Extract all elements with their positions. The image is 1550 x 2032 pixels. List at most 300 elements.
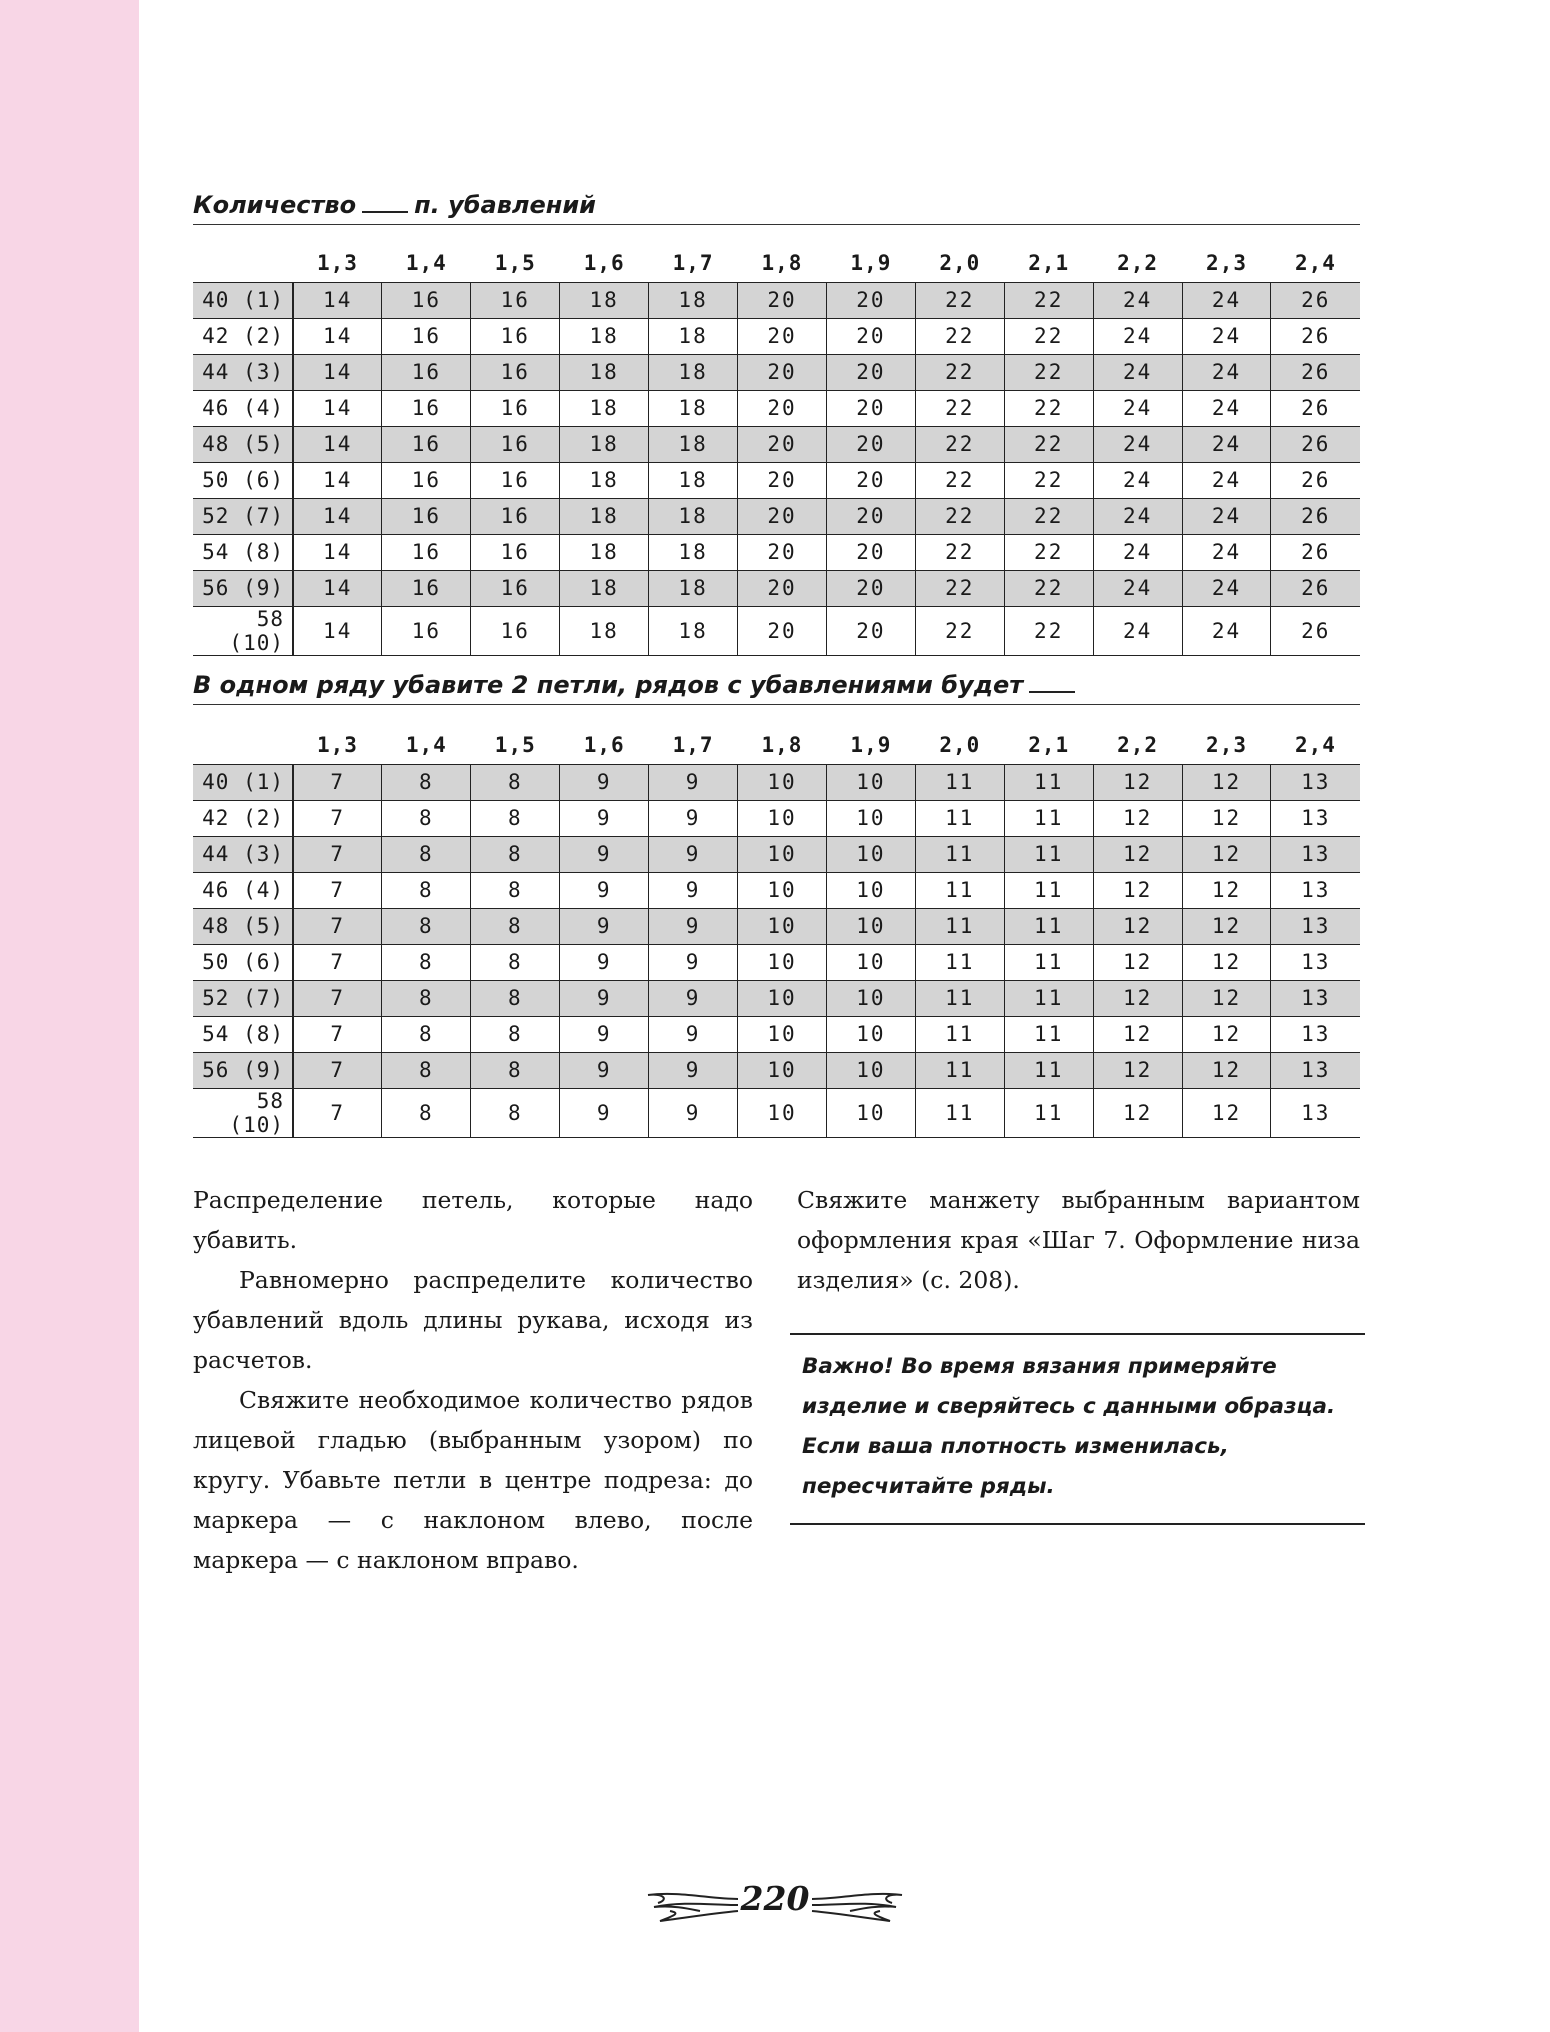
table-cell: 22 (915, 462, 1004, 498)
table-cell: 7 (293, 1016, 382, 1052)
table-cell: 22 (915, 498, 1004, 534)
pink-margin-bar (0, 0, 139, 2032)
table-cell: 22 (1004, 462, 1093, 498)
table-cell: 16 (382, 354, 471, 390)
table-cell: 26 (1271, 282, 1360, 318)
row-header-size: 44 (3) (193, 354, 293, 390)
table-cell: 16 (382, 462, 471, 498)
table-cell: 18 (649, 318, 738, 354)
table-cell: 8 (471, 1052, 560, 1088)
table-cell: 9 (560, 836, 649, 872)
column-header: 2,4 (1271, 244, 1360, 282)
table-cell: 18 (649, 498, 738, 534)
table-cell: 10 (738, 1088, 827, 1137)
table-cell: 13 (1271, 836, 1360, 872)
blank-line (1029, 673, 1075, 693)
table-cell: 10 (826, 800, 915, 836)
column-header: 2,0 (915, 244, 1004, 282)
table-cell: 10 (826, 836, 915, 872)
table-cell: 8 (382, 980, 471, 1016)
blank-line (362, 193, 408, 213)
table1-caption-before: Количество (193, 191, 357, 219)
table-cell: 24 (1182, 390, 1271, 426)
table-cell: 12 (1093, 1052, 1182, 1088)
column-header: 2,4 (1271, 726, 1360, 764)
table-cell: 18 (649, 282, 738, 318)
table-cell: 24 (1182, 606, 1271, 655)
table-cell: 7 (293, 980, 382, 1016)
column-header: 2,2 (1093, 244, 1182, 282)
table-cell: 20 (826, 354, 915, 390)
table-cell: 11 (915, 980, 1004, 1016)
column-header: 1,5 (471, 726, 560, 764)
table-cell: 10 (738, 908, 827, 944)
decrease-count-table (193, 244, 1360, 656)
column-header: 1,5 (471, 244, 560, 282)
table-cell: 20 (738, 498, 827, 534)
table-cell: 14 (293, 534, 382, 570)
table-cell: 24 (1093, 498, 1182, 534)
table-cell: 24 (1093, 426, 1182, 462)
row-header-size: 56 (9) (193, 570, 293, 606)
table-cell: 11 (915, 944, 1004, 980)
table-cell: 7 (293, 944, 382, 980)
row-header-size: 56 (9) (193, 1052, 293, 1088)
table-row (193, 318, 1360, 354)
table-cell: 26 (1271, 462, 1360, 498)
table-cell: 8 (471, 1016, 560, 1052)
table-cell: 11 (915, 1016, 1004, 1052)
table-cell: 24 (1093, 462, 1182, 498)
table-row (193, 570, 1360, 606)
decrease-rows-table (193, 726, 1360, 1138)
table-cell: 22 (1004, 282, 1093, 318)
table-cell: 18 (560, 426, 649, 462)
row-header-size: 58 (10) (193, 1088, 293, 1137)
table-row (193, 534, 1360, 570)
table-cell: 9 (560, 800, 649, 836)
table-cell: 8 (382, 872, 471, 908)
table-cell: 20 (738, 318, 827, 354)
table-cell: 9 (649, 872, 738, 908)
table-cell: 8 (382, 1088, 471, 1137)
table-cell: 13 (1271, 908, 1360, 944)
row-header-size: 50 (6) (193, 944, 293, 980)
table-cell: 8 (382, 836, 471, 872)
table-cell: 16 (471, 390, 560, 426)
table-cell: 10 (738, 836, 827, 872)
table-cell: 16 (471, 570, 560, 606)
table-cell: 22 (915, 570, 1004, 606)
table-cell: 8 (471, 1088, 560, 1137)
table-row (193, 1088, 1360, 1137)
column-header: 1,6 (560, 726, 649, 764)
column-header: 1,9 (826, 244, 915, 282)
table-cell: 7 (293, 1052, 382, 1088)
row-header-size: 58 (10) (193, 606, 293, 655)
table-cell: 12 (1093, 1016, 1182, 1052)
table-cell: 7 (293, 872, 382, 908)
row-header-size: 42 (2) (193, 318, 293, 354)
right-ornament-icon (810, 1887, 910, 1927)
table-cell: 18 (649, 354, 738, 390)
table-row (193, 426, 1360, 462)
table-cell: 20 (738, 534, 827, 570)
table-cell: 8 (382, 944, 471, 980)
row-header-size: 40 (1) (193, 764, 293, 800)
column-header: 1,7 (649, 244, 738, 282)
table-cell: 22 (915, 282, 1004, 318)
table-row (193, 1052, 1360, 1088)
row-header-size: 54 (8) (193, 534, 293, 570)
table-cell: 11 (915, 908, 1004, 944)
table-cell: 10 (738, 980, 827, 1016)
table-cell: 22 (1004, 498, 1093, 534)
table-cell: 10 (826, 764, 915, 800)
table-cell: 16 (471, 606, 560, 655)
table-cell: 12 (1093, 944, 1182, 980)
table-cell: 18 (649, 426, 738, 462)
right-text-column (797, 1180, 1360, 1300)
table-cell: 13 (1271, 764, 1360, 800)
table-cell: 20 (738, 570, 827, 606)
table-cell: 18 (649, 534, 738, 570)
table-row (193, 354, 1360, 390)
table-cell: 16 (471, 354, 560, 390)
table-cell: 12 (1093, 1088, 1182, 1137)
table-cell: 14 (293, 390, 382, 426)
table-cell: 11 (1004, 872, 1093, 908)
table-cell: 10 (826, 980, 915, 1016)
table-cell: 9 (649, 908, 738, 944)
table-cell: 8 (382, 800, 471, 836)
table-row (193, 606, 1360, 655)
table-cell: 12 (1093, 836, 1182, 872)
table-cell: 26 (1271, 570, 1360, 606)
paragraph: Свяжите манжету выбранным вариантом оформления края «Шаг 7. Оформление низа изделия» (с. 208). (797, 1186, 1360, 1294)
table-row (193, 980, 1360, 1016)
table-cell: 18 (560, 390, 649, 426)
table-cell: 24 (1182, 318, 1271, 354)
table-cell: 16 (382, 498, 471, 534)
column-header: 1,3 (293, 726, 382, 764)
table-cell: 13 (1271, 980, 1360, 1016)
table-cell: 11 (915, 800, 1004, 836)
table-cell: 11 (915, 764, 1004, 800)
column-header: 2,0 (915, 726, 1004, 764)
table-cell: 7 (293, 764, 382, 800)
table-cell: 20 (738, 462, 827, 498)
table-cell: 8 (471, 980, 560, 1016)
table-cell: 20 (738, 606, 827, 655)
table-cell: 22 (915, 390, 1004, 426)
table-cell: 22 (1004, 570, 1093, 606)
table-cell: 22 (1004, 426, 1093, 462)
table-cell: 11 (915, 1088, 1004, 1137)
table-cell: 14 (293, 354, 382, 390)
table-row (193, 764, 1360, 800)
table-row (193, 836, 1360, 872)
table-cell: 12 (1182, 1088, 1271, 1137)
paragraph: Равномерно распределите количество убавлений вдоль длины рукава, исходя из расчетов. (193, 1266, 753, 1374)
table-cell: 8 (471, 908, 560, 944)
table-cell: 26 (1271, 390, 1360, 426)
table-cell: 18 (560, 606, 649, 655)
table-cell: 12 (1182, 908, 1271, 944)
table-cell: 16 (382, 318, 471, 354)
table-row (193, 462, 1360, 498)
table-cell: 26 (1271, 354, 1360, 390)
table-cell: 11 (1004, 764, 1093, 800)
table-cell: 9 (560, 764, 649, 800)
table-cell: 20 (826, 534, 915, 570)
row-header-size: 44 (3) (193, 836, 293, 872)
column-header: 1,9 (826, 726, 915, 764)
table-cell: 10 (738, 944, 827, 980)
table-cell: 9 (649, 764, 738, 800)
table-cell: 14 (293, 462, 382, 498)
table-cell: 9 (649, 1052, 738, 1088)
table-cell: 13 (1271, 800, 1360, 836)
table-cell: 18 (560, 534, 649, 570)
table-row (193, 944, 1360, 980)
column-header: 1,4 (382, 726, 471, 764)
table2-caption-text: В одном ряду убавите 2 петли, рядов с убавлениями будет (193, 671, 1024, 699)
table-cell: 9 (649, 1088, 738, 1137)
table-cell: 8 (382, 764, 471, 800)
table-cell: 22 (915, 534, 1004, 570)
table-cell: 12 (1182, 872, 1271, 908)
table-cell: 11 (915, 836, 1004, 872)
table1-caption (193, 190, 1360, 225)
table-cell: 16 (471, 282, 560, 318)
table-row (193, 1016, 1360, 1052)
table-cell: 9 (560, 908, 649, 944)
table-cell: 22 (1004, 534, 1093, 570)
row-header-size: 40 (1) (193, 282, 293, 318)
paragraph: Свяжите необходимое количество рядов лицевой гладью (выбранным узором) по кругу. Убавьте петли в центре подреза: до маркера — с наклоном влево, после маркера — с наклоном вправо. (193, 1386, 753, 1574)
table-cell: 11 (1004, 836, 1093, 872)
table-cell: 22 (1004, 606, 1093, 655)
table-cell: 18 (649, 570, 738, 606)
table-cell: 26 (1271, 606, 1360, 655)
table-cell: 24 (1093, 318, 1182, 354)
table-cell: 9 (560, 1052, 649, 1088)
table-cell: 8 (471, 944, 560, 980)
table-cell: 14 (293, 318, 382, 354)
table-cell: 8 (471, 800, 560, 836)
table-cell: 10 (826, 1016, 915, 1052)
table-cell: 18 (560, 282, 649, 318)
column-header: 2,1 (1004, 244, 1093, 282)
table-cell: 26 (1271, 318, 1360, 354)
row-header-size: 52 (7) (193, 498, 293, 534)
table-cell: 24 (1182, 570, 1271, 606)
table-cell: 13 (1271, 1052, 1360, 1088)
table-cell: 14 (293, 606, 382, 655)
table-cell: 10 (826, 908, 915, 944)
table-cell: 24 (1182, 426, 1271, 462)
table-cell: 22 (915, 354, 1004, 390)
table-cell: 12 (1093, 980, 1182, 1016)
column-header: 1,8 (738, 244, 827, 282)
row-header-size: 46 (4) (193, 390, 293, 426)
table-cell: 11 (1004, 1016, 1093, 1052)
column-header: 1,6 (560, 244, 649, 282)
note-text: Важно! Во время вязания примеряйте изделие и сверяйтесь с данными образца. Если ваша плотность изменилась, пересчитайте ряды. (802, 1354, 1336, 1499)
table-cell: 9 (560, 872, 649, 908)
table-cell: 20 (738, 354, 827, 390)
header-corner (193, 244, 293, 282)
table-cell: 10 (826, 872, 915, 908)
row-header-size: 42 (2) (193, 800, 293, 836)
table-cell: 13 (1271, 1088, 1360, 1137)
table-cell: 16 (471, 426, 560, 462)
important-note (790, 1333, 1365, 1525)
table-cell: 20 (826, 318, 915, 354)
table-cell: 12 (1182, 1052, 1271, 1088)
table-cell: 8 (471, 872, 560, 908)
table-row (193, 282, 1360, 318)
table-cell: 20 (826, 570, 915, 606)
column-header: 1,8 (738, 726, 827, 764)
table-cell: 10 (738, 872, 827, 908)
table-cell: 14 (293, 498, 382, 534)
table-cell: 22 (915, 426, 1004, 462)
table-cell: 12 (1093, 764, 1182, 800)
table-cell: 24 (1182, 534, 1271, 570)
table-cell: 16 (382, 390, 471, 426)
table-cell: 22 (915, 318, 1004, 354)
table-cell: 22 (1004, 354, 1093, 390)
table-cell: 24 (1093, 606, 1182, 655)
table-cell: 9 (649, 800, 738, 836)
table-cell: 16 (471, 498, 560, 534)
table-cell: 24 (1182, 354, 1271, 390)
table-cell: 16 (382, 282, 471, 318)
table-row (193, 908, 1360, 944)
table-cell: 18 (560, 462, 649, 498)
table-cell: 12 (1182, 764, 1271, 800)
table-cell: 20 (826, 390, 915, 426)
table-cell: 16 (382, 534, 471, 570)
table-cell: 11 (915, 872, 1004, 908)
column-header: 1,3 (293, 244, 382, 282)
column-header: 1,7 (649, 726, 738, 764)
table-cell: 11 (1004, 800, 1093, 836)
table-cell: 8 (382, 908, 471, 944)
table-cell: 18 (649, 462, 738, 498)
table-cell: 10 (738, 1052, 827, 1088)
table-header-row (193, 244, 1360, 282)
page-number: 220 (740, 1879, 810, 1918)
column-header: 1,4 (382, 244, 471, 282)
table-cell: 20 (738, 282, 827, 318)
table-cell: 12 (1182, 1016, 1271, 1052)
table-cell: 7 (293, 836, 382, 872)
table-row (193, 390, 1360, 426)
table-cell: 26 (1271, 498, 1360, 534)
table-cell: 10 (826, 1052, 915, 1088)
table-cell: 9 (649, 836, 738, 872)
table-cell: 16 (471, 318, 560, 354)
table2-caption (193, 670, 1360, 705)
table-cell: 9 (560, 1016, 649, 1052)
table-cell: 26 (1271, 426, 1360, 462)
table-cell: 18 (560, 318, 649, 354)
table-cell: 22 (1004, 390, 1093, 426)
table-cell: 7 (293, 908, 382, 944)
table-cell: 12 (1182, 800, 1271, 836)
table-cell: 8 (471, 764, 560, 800)
table-cell: 7 (293, 800, 382, 836)
table-cell: 20 (826, 462, 915, 498)
row-header-size: 48 (5) (193, 426, 293, 462)
table-cell: 16 (382, 606, 471, 655)
left-ornament-icon (640, 1887, 740, 1927)
column-header: 2,3 (1182, 726, 1271, 764)
table-cell: 9 (649, 980, 738, 1016)
table-cell: 9 (649, 944, 738, 980)
table-cell: 18 (649, 390, 738, 426)
table-cell: 10 (738, 1016, 827, 1052)
table1-caption-after: п. убавлений (414, 191, 596, 219)
table-cell: 12 (1093, 800, 1182, 836)
row-header-size: 48 (5) (193, 908, 293, 944)
table-cell: 24 (1182, 282, 1271, 318)
table-cell: 22 (915, 606, 1004, 655)
table-cell: 16 (471, 462, 560, 498)
table-cell: 8 (382, 1016, 471, 1052)
table-cell: 24 (1093, 282, 1182, 318)
table-cell: 24 (1093, 534, 1182, 570)
table-cell: 16 (382, 426, 471, 462)
table-cell: 12 (1182, 836, 1271, 872)
table-cell: 20 (738, 390, 827, 426)
table-cell: 18 (560, 354, 649, 390)
table-cell: 22 (1004, 318, 1093, 354)
table-cell: 11 (915, 1052, 1004, 1088)
paragraph: Распределение петель, которые надо убавить. (193, 1186, 753, 1254)
table-row (193, 800, 1360, 836)
table-cell: 10 (738, 764, 827, 800)
table-cell: 20 (826, 426, 915, 462)
table-cell: 10 (826, 1088, 915, 1137)
table-cell: 11 (1004, 1088, 1093, 1137)
column-header: 2,1 (1004, 726, 1093, 764)
table-row (193, 498, 1360, 534)
table-cell: 24 (1182, 462, 1271, 498)
table-cell: 10 (826, 944, 915, 980)
table-cell: 24 (1093, 570, 1182, 606)
table-cell: 7 (293, 1088, 382, 1137)
table-cell: 8 (471, 836, 560, 872)
table-cell: 9 (560, 980, 649, 1016)
table-cell: 13 (1271, 1016, 1360, 1052)
table-cell: 11 (1004, 944, 1093, 980)
table-cell: 20 (826, 606, 915, 655)
left-text-column (193, 1180, 753, 1580)
table-cell: 16 (382, 570, 471, 606)
table-cell: 20 (826, 498, 915, 534)
table-cell: 24 (1093, 390, 1182, 426)
table-cell: 14 (293, 282, 382, 318)
table-cell: 24 (1093, 354, 1182, 390)
row-header-size: 52 (7) (193, 980, 293, 1016)
table-cell: 12 (1182, 980, 1271, 1016)
column-header: 2,2 (1093, 726, 1182, 764)
table-cell: 20 (826, 282, 915, 318)
